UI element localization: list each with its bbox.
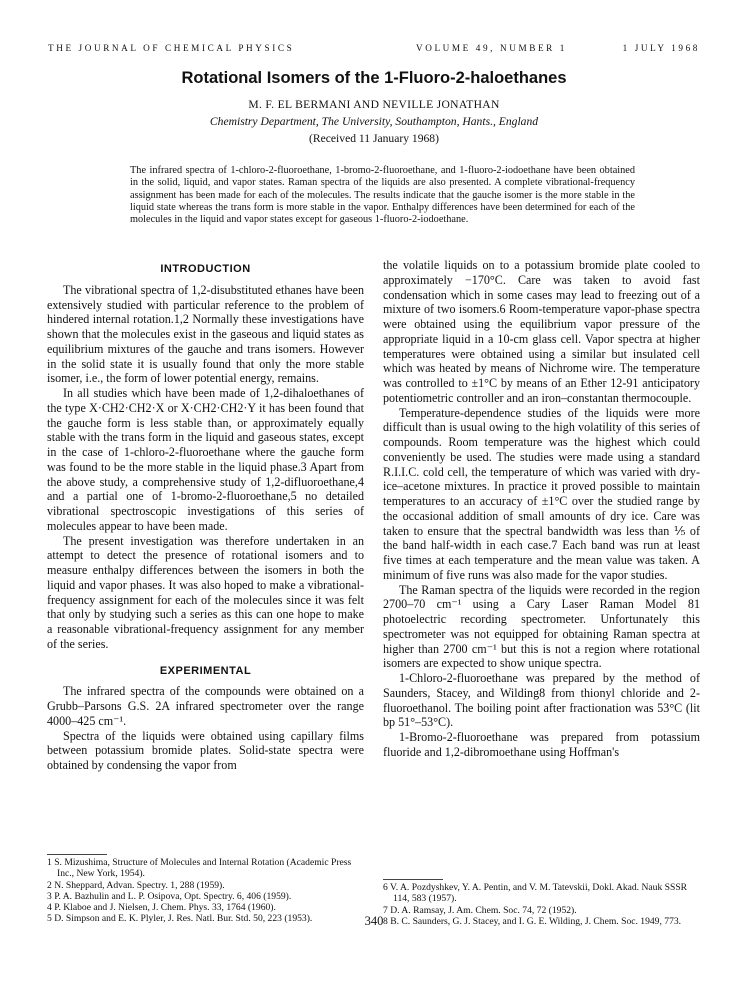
- footnote: 1 S. Mizushima, Structure of Molecules and Internal Rotation (Academic Press Inc., New York, 1954).: [47, 857, 352, 880]
- volume-number: VOLUME 49, NUMBER 1: [416, 43, 567, 53]
- paragraph: 1-Chloro-2-fluoroethane was prepared by the method of Saunders, Stacey, and Wilding8 from thionyl chloride and 2-fluoroethanol. The boiling point after fractionation was 53°C (lit bp 51°–53°C).: [383, 671, 700, 730]
- footnote: 7 D. A. Ramsay, J. Am. Chem. Soc. 74, 72 (1952).: [383, 904, 577, 916]
- page-number: 340: [364, 914, 384, 928]
- paragraph: Spectra of the liquids were obtained using capillary films between potassium bromide plates. Solid-state spectra were obtained by condensing the vapor from: [47, 728, 364, 772]
- abstract: The infrared spectra of 1-chloro-2-fluoroethane, 1-bromo-2-fluoroethane, and 1-fluoro-2-iodoethane have been obtained in the solid, liquid, and vapor states. Raman spectra of the liquids are also presented. A complete vibrational-frequency assignment has been made for each of the molecules. The results indicate that the gauche isomer is the more stable in the liquid state whereas the trans form is more stable in the vapor. Enthalpy differences have been determined for each of the molecules in the liquid and vapor states except for gaseous 1-fluoro-2-iodoethane.: [130, 165, 635, 226]
- received-date: (Received 11 January 1968): [309, 132, 439, 145]
- journal-name: THE JOURNAL OF CHEMICAL PHYSICS: [48, 43, 295, 53]
- left-column: [47, 258, 364, 773]
- section-heading-experimental: EXPERIMENTAL: [159, 664, 252, 677]
- paragraph: The infrared spectra of the compounds were obtained on a Grubb–Parsons G.S. 2A infrared spectrometer over the range 4000–425 cm⁻¹.: [47, 684, 364, 728]
- paragraph: Temperature-dependence studies of the liquids were more difficult than is usual owing to the high volatility of this series of compounds. Room temperature was the highest which could conveniently be used. The studies were made using a standard R.I.I.C. cold cell, the temperature of which was varied with dry-ice–acetone mixtures. In practice it proved possible to maintain temperatures to an accuracy of ±1°C over the studied range by the occasional addition of small amounts of dry ice. Care was taken to ensure that the spectral bandwidth was less than ⅕ of the band half-width in each case.7 Each band was run at least five times at each temperature and the mean value was taken. A minimum of five runs was also made for the vapor studies.: [383, 405, 700, 582]
- affiliation: Chemistry Department, The University, Southampton, Hants., England: [209, 115, 539, 128]
- issue-date: 1 JULY 1968: [622, 43, 700, 53]
- authors: M. F. EL BERMANI AND NEVILLE JONATHAN: [248, 98, 500, 111]
- footnote: 4 P. Klaboe and J. Nielsen, J. Chem. Phys. 33, 1764 (1960).: [47, 902, 276, 914]
- paragraph: The present investigation was therefore undertaken in an attempt to detect the presence of rotational isomers and to measure enthalpy differences between the isomers in both the liquid and vapor phases. It was also hoped to make a vibrational-frequency assignment for each of the molecules since it was felt that only by studying such a series as this can one hope to make a reasonable vibrational-frequency assignment for any member of the series.: [47, 533, 364, 651]
- paragraph: 1-Bromo-2-fluoroethane was prepared from potassium fluoride and 1,2-dibromoethane using Hoffman's: [383, 730, 700, 759]
- footnote: 3 P. A. Bazhulin and L. P. Osipova, Opt. Spectry. 6, 406 (1959).: [47, 890, 292, 902]
- footnote-rule: [47, 854, 107, 855]
- right-column: [383, 258, 700, 760]
- footnote: 6 V. A. Pozdyshkev, Y. A. Pentin, and V. M. Tatevskii, Dokl. Akad. Nauk SSSR 114, 583 (1957).: [383, 882, 688, 905]
- footnote: 2 N. Sheppard, Advan. Spectry. 1, 288 (1959).: [47, 879, 225, 891]
- footnote: 5 D. Simpson and E. K. Plyler, J. Res. Natl. Bur. Std. 50, 223 (1953).: [47, 913, 313, 925]
- running-header: [48, 43, 700, 59]
- paragraph: The Raman spectra of the liquids were recorded in the region 2700–70 cm⁻¹ using a Cary Laser Raman Model 81 photoelectric recording spectrometer. Unfortunately this spectrometer was not equipped for obtaining Raman spectra at higher than 2700 cm⁻¹ but this is not a region where rotational isomers are expected to show unique spectra.: [383, 582, 700, 671]
- paragraph: The vibrational spectra of 1,2-disubstituted ethanes have been extensively studied with particular reference to the problem of hindered internal rotation.1,2 Normally these investigations have shown that the molecules exist in the gaseous and liquid states as equilibrium mixtures of the gauche and trans isomers. However in the solid state it is usually found that only the more stable isomer, i.e., the form of lower potential energy, remains.: [47, 282, 364, 386]
- footnote-rule: [383, 879, 443, 880]
- section-heading-introduction: INTRODUCTION: [160, 263, 251, 275]
- paragraph: the volatile liquids on to a potassium bromide plate cooled to approximately −170°C. Care was taken to avoid fast condensation which in some cases may lead to freezing out of a mixture of two isomers.6 Room-temperature vapor-phase spectra were obtained using the equilibrium vapor pressure of the appropriate liquid in a 10-cm glass cell. Vapor spectra at higher temperatures were obtained using a similar but insulated cell which was heated by means of Nichrome wire. The temperature was controlled to ±1°C by means of an Ether 12-91 anticipatory potentiometric controller and an iron–constantan thermocouple.: [383, 258, 700, 405]
- paper-title: Rotational Isomers of the 1-Fluoro-2-haloethanes: [181, 69, 567, 87]
- paragraph: In all studies which have been made of 1,2-dihaloethanes of the type X·CH2·CH2·X or X·CH2·CH2·Y it has been found that the gauche form is less stable than, or approximately equally stable with the trans form in the liquid and gaseous states, except in the case of 1-chloro-2-fluoroethane where the gauche form was found to be the more stable in the liquid phase.3 Apart from the above study, a comprehensive study of 1,2-difluoroethane,4 and a partial one of 1-bromo-2-fluoroethane,5 no detailed vibrational spectroscopic investigations of this series of molecules appear to have been made.: [47, 386, 364, 533]
- footnote: 8 B. C. Saunders, G. J. Stacey, and I. G. E. Wilding, J. Chem. Soc. 1949, 773.: [383, 915, 682, 927]
